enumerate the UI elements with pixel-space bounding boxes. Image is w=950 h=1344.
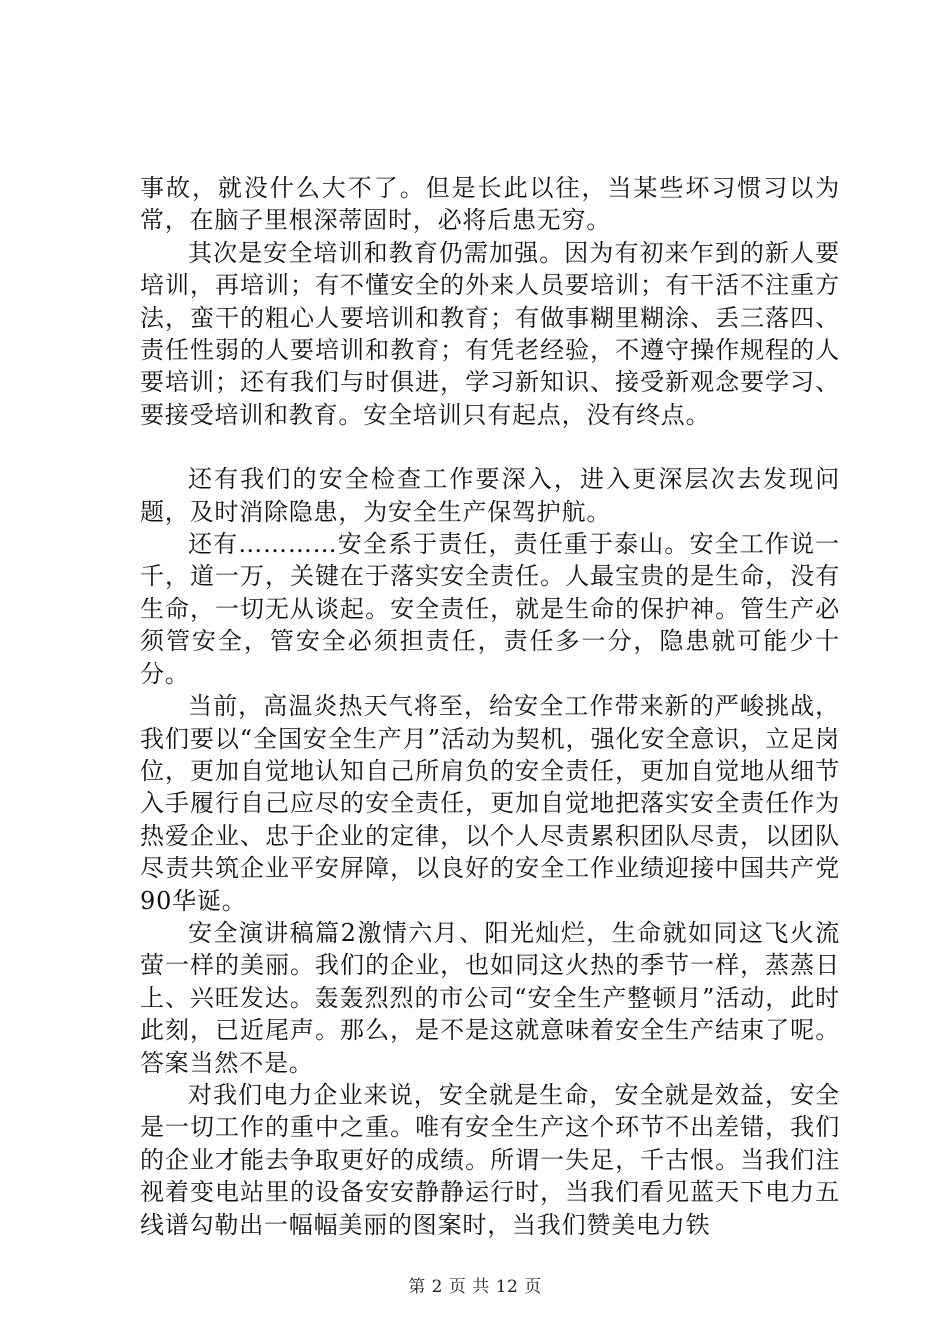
paragraph-power-enterprise: 对我们电力企业来说，安全就是生命，安全就是效益，安全是一切工作的重中之重。唯有安全生产这个环节不出差错，我们的企业才能去争取更好的成绩。所谓一失足，千古恨。当我们注视着变电站里的设备安安静静运行时，当我们看见蓝天下电力五线谱勾勒出一幅幅美丽的图案时，当我们赞美电力铁 (140, 1080, 840, 1239)
document-body (140, 172, 840, 1241)
page-footer: 第 2 页 共 12 页 (408, 1277, 542, 1297)
paragraph-inspection: 还有我们的安全检查工作要深入，进入更深层次去发现问题，及时消除隐患，为安全生产保驾护航。 (140, 465, 840, 526)
paragraph-training: 其次是安全培训和教育仍需加强。因为有初来乍到的新人要培训，再培训；有不懂安全的外来人员要培训；有干活不注重方法，蛮干的粗心人要培训和教育；有做事糊里糊涂、丢三落四、责任性弱的人要培训和教育；有凭老经验，不遵守操作规程的人要培训；还有我们与时俱进，学习新知识、接受新观念要学习、要接受培训和教育。安全培训只有起点，没有终点。 (140, 238, 840, 429)
paragraph-responsibility: 还有…………安全系于责任，责任重于泰山。安全工作说一千，道一万，关键在于落实安全责任。人最宝贵的是生命，没有生命，一切无从谈起。安全责任，就是生命的保护神。管生产必须管安全，管安全必须担责任，责任多一分，隐患就可能少十分。 (140, 530, 840, 688)
paragraph-summer: 当前，高温炎热天气将至，给安全工作带来新的严峻挑战，我们要以“全国安全生产月”活动为契机，强化安全意识，立足岗位，更加自觉地认知自己所肩负的安全责任，更加自觉地从细节入手履行自己应尽的安全责任，更加自觉地把落实安全责任作为热爱企业、忠于企业的定律，以个人尽责累积团队尽责，以团队尽责共筑企业平安屏障，以良好的安全工作业绩迎接中国共产党90华诞。 (140, 692, 840, 915)
paragraph-continuation: 事故，就没什么大不了。但是长此以往，当某些坏习惯习以为常，在脑子里根深蒂固时，必将后患无穷。 (140, 174, 840, 235)
paragraph-speech-2: 安全演讲稿篇2激情六月、阳光灿烂，生命就如同这飞火流萤一样的美丽。我们的企业，也如同这火热的季节一样，蒸蒸日上、兴旺发达。轰轰烈烈的市公司“安全生产整顿月”活动，此时此刻，已近尾声。那么，是不是这就意味着安全生产结束了呢。答案当然不是。 (140, 918, 840, 1077)
